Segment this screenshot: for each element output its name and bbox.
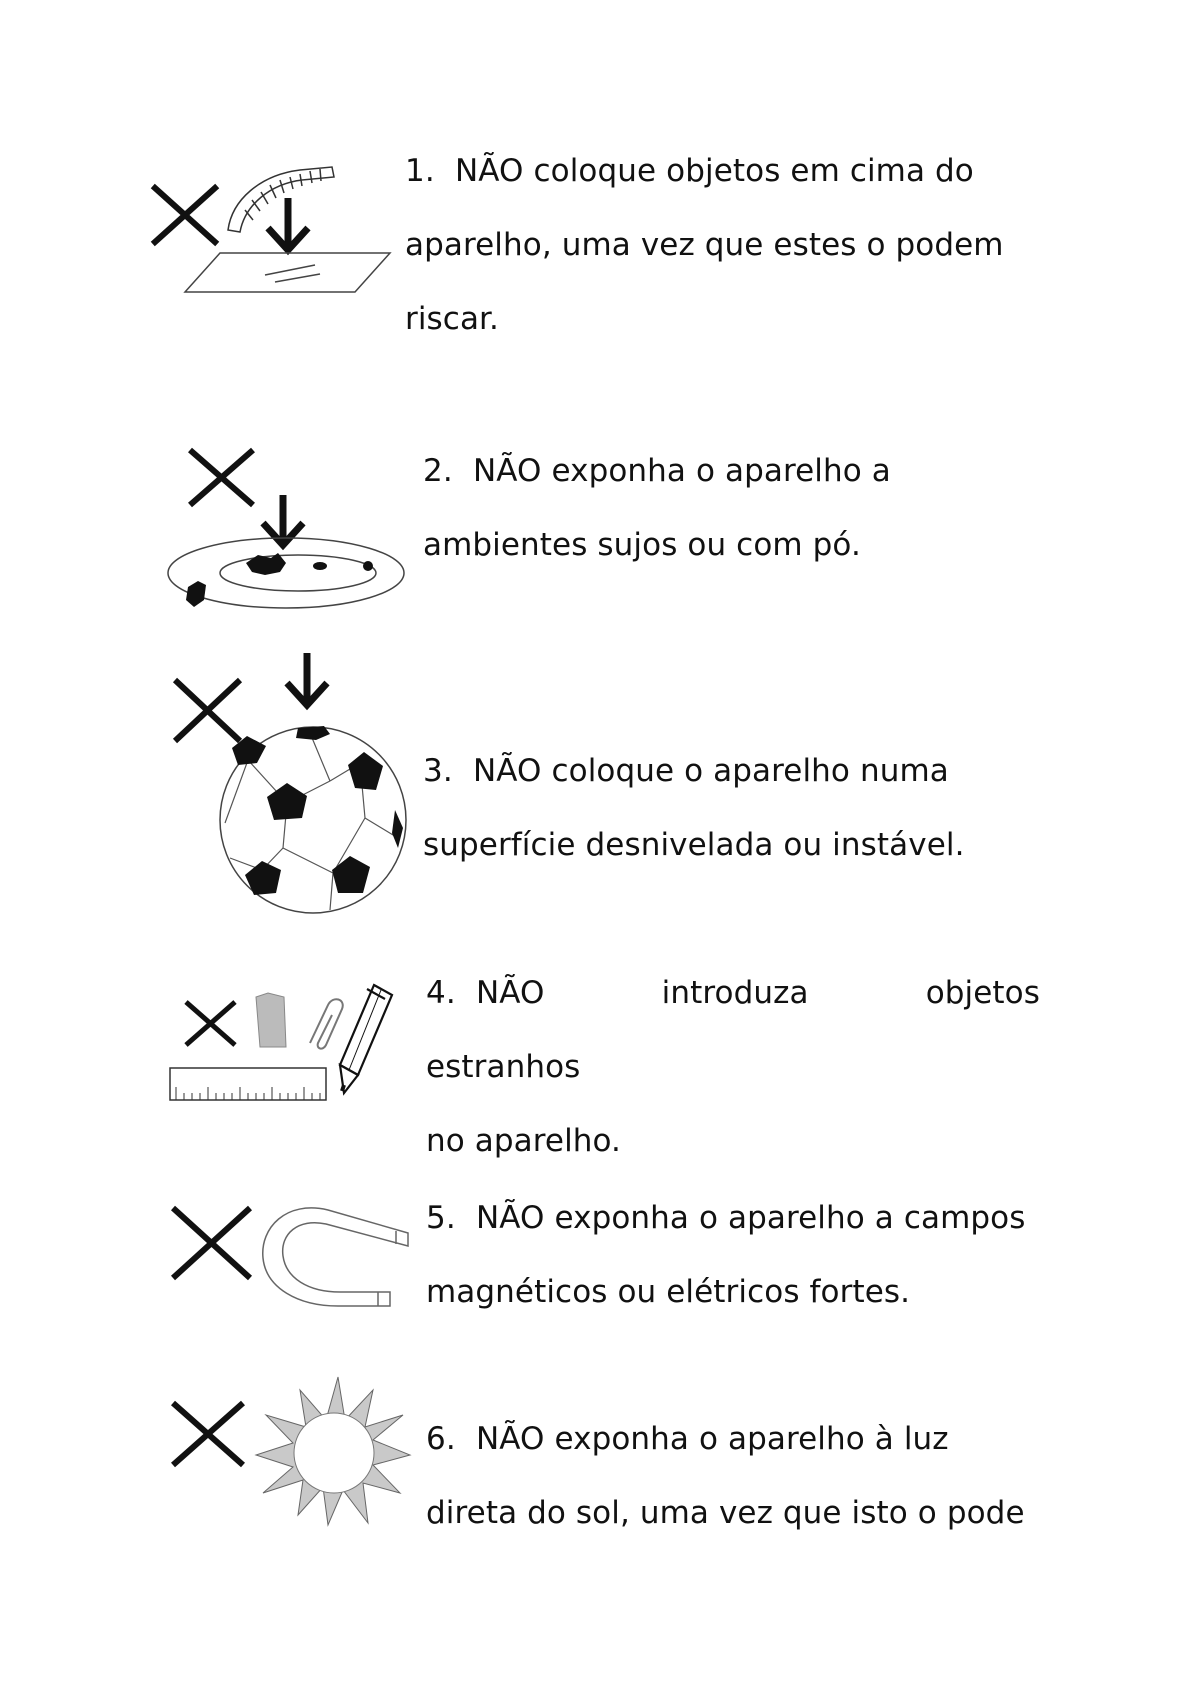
item-number: 4. [426,975,456,1011]
soccer-ball-icon [220,726,406,913]
ruler-icon [170,1068,326,1100]
scratch-hazard-icon [150,150,390,290]
warning-line: direta do sol, uma vez que isto o pode [426,1495,1025,1531]
down-arrow-icon [287,653,327,705]
dust-hazard-icon [168,445,408,625]
warning-text-3 [423,734,1043,882]
dust-particles-icon [186,553,373,607]
sun-rays-icon [256,1377,410,1525]
foreign-objects-icon [168,985,418,1105]
prohibited-x-icon [186,1002,235,1045]
item-number: 1. [405,153,435,189]
prohibited-x-icon [190,450,253,505]
warning-line: 1. NÃO coloque objetos em cima do [405,134,1025,208]
warning-text-1 [405,134,1025,356]
warning-line: 3. NÃO coloque o aparelho numa [423,734,1043,808]
prohibited-x-icon [155,188,215,242]
warning-line: aparelho, uma vez que estes o podem [405,227,1004,263]
warning-line: 4. NÃO introduza objetos estranhos [426,956,1040,1104]
horseshoe-magnet-icon [263,1208,408,1306]
prohibited-x-icon [173,1403,243,1465]
warning-line: riscar. [405,301,500,337]
warning-text-4 [426,956,1040,1178]
eraser-icon [256,993,286,1047]
screw-icon [228,167,334,232]
prohibited-x-icon [175,680,240,741]
warning-line: no aparelho. [426,1123,622,1159]
item-number: 5. [426,1200,456,1236]
device-surface-icon [185,253,390,292]
item-number: 6. [426,1421,456,1457]
unstable-surface-icon [170,648,410,908]
sun-icon [168,1375,418,1525]
warning-line: 5. NÃO exponha o aparelho a campos [426,1181,1046,1255]
warning-line: superfície desnivelada ou instável. [423,827,965,863]
item-number: 3. [423,753,453,789]
warning-line: ambientes sujos ou com pó. [423,527,861,563]
down-arrow-icon [268,198,308,250]
warning-text-5 [426,1181,1046,1329]
warning-text-6 [426,1402,1046,1550]
item-number: 2. [423,453,453,489]
warning-line: 6. NÃO exponha o aparelho à luz [426,1402,1046,1476]
magnet-icon [168,1188,418,1308]
warning-text-2 [423,434,1043,582]
pencil-icon [340,985,392,1093]
warning-line: 2. NÃO exponha o aparelho a [423,434,1043,508]
prohibited-x-icon [173,1208,250,1278]
warning-line: magnéticos ou elétricos fortes. [426,1274,911,1310]
paper-clip-icon [310,999,343,1048]
